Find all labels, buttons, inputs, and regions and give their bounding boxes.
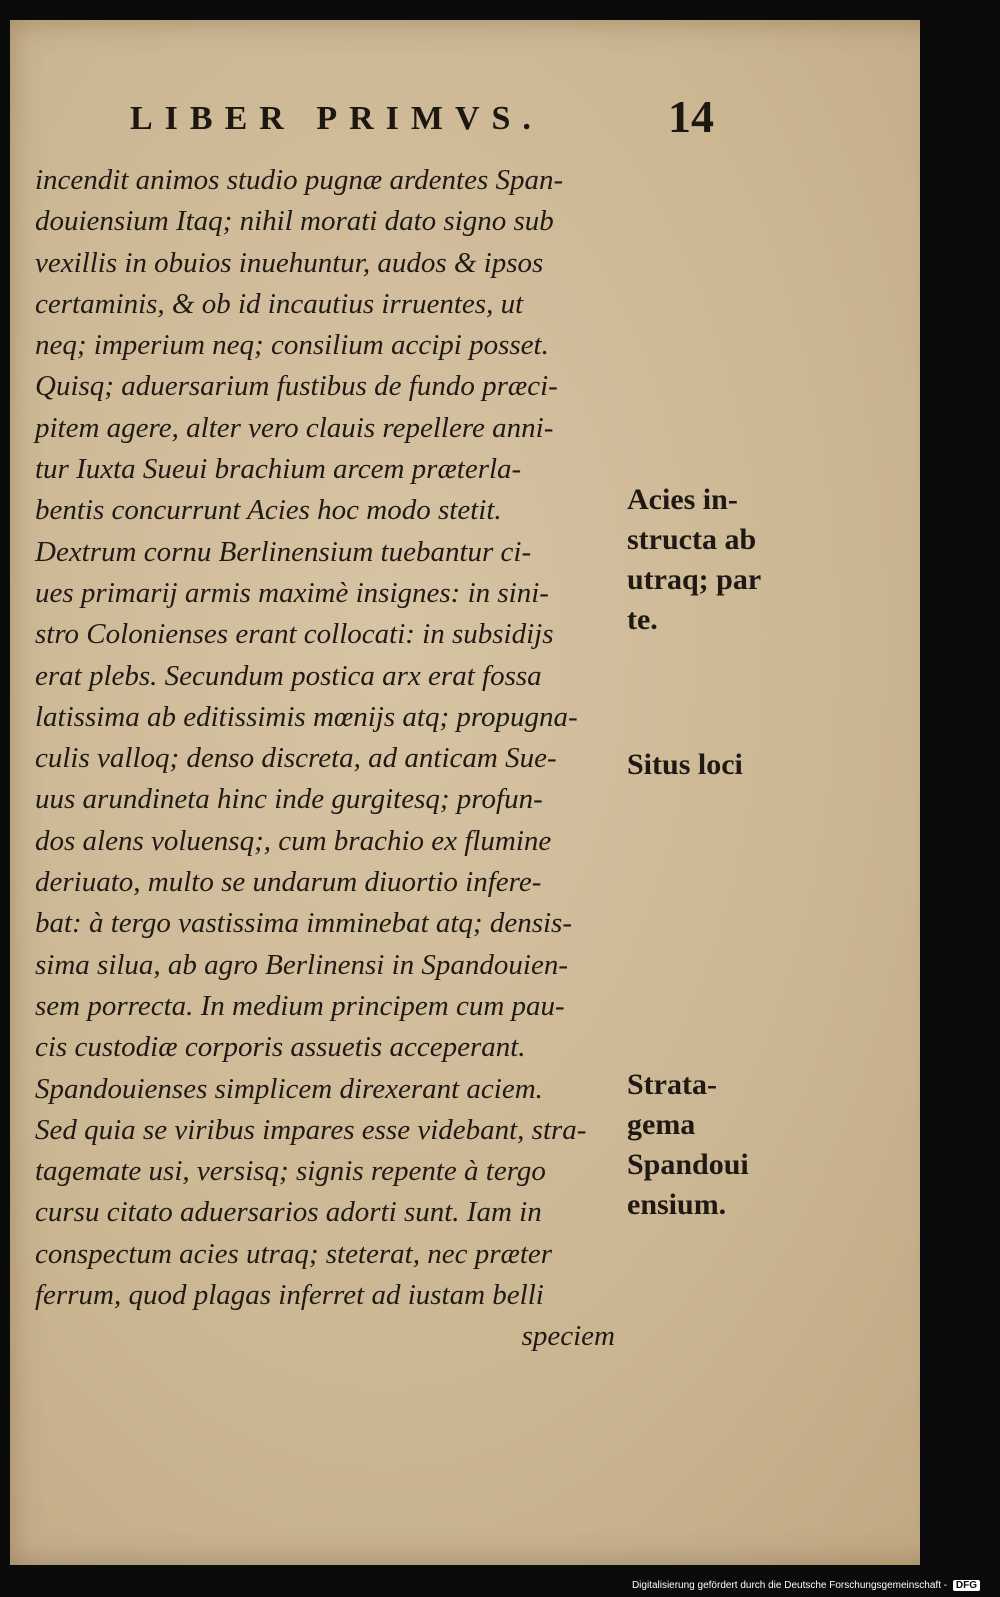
running-title: LIBER PRIMVS. (130, 100, 543, 137)
body-line: Quisq; aduersarium fustibus de fundo præci- (35, 370, 558, 403)
body-line: certaminis, & ob id incautius irruentes, ut (35, 287, 524, 320)
body-line: bat: à tergo vastissima imminebat atq; densis- (35, 907, 572, 940)
dfg-logo: DFG (953, 1580, 980, 1591)
margin-note-line: Strata- (627, 1068, 717, 1101)
margin-note-situs (627, 745, 827, 785)
page-edge-shadow (920, 20, 950, 1565)
body-line: cis custodiæ corporis assuetis acceperant. (35, 1031, 526, 1064)
digitization-credit (632, 1580, 980, 1591)
body-line: uus arundineta hinc inde gurgitesq; profun- (35, 783, 543, 816)
body-line: Dextrum cornu Berlinensium tuebantur ci- (35, 535, 532, 568)
body-line: sem porrecta. In medium principem cum pau- (35, 989, 565, 1022)
body-line: pitem agere, alter vero clauis repellere anni- (35, 411, 554, 444)
body-line: tur Iuxta Sueui brachium arcem præterla- (35, 453, 522, 486)
body-line: ues primarij armis maximè insignes: in sini- (35, 576, 549, 609)
margin-note-strata (627, 1065, 827, 1225)
margin-note-line: gema (627, 1108, 696, 1141)
margin-note-line: ensium. (627, 1188, 727, 1221)
body-line: tagemate usi, versisq; signis repente à tergo (35, 1155, 546, 1188)
body-line: conspectum acies utraq; steterat, nec præter (35, 1237, 553, 1270)
body-line: culis valloq; denso discreta, ad anticam Sue- (35, 742, 557, 775)
body-line: latissima ab editissimis mœnijs atq; propugna- (35, 700, 578, 733)
credit-text: Digitalisierung gefördert durch die Deutsche Forschungsgemeinschaft - (631, 1580, 948, 1591)
margin-note-acies (627, 480, 827, 640)
margin-note-line: structa ab (627, 523, 757, 556)
body-line: cursu citato aduersarios adorti sunt. Iam in (35, 1196, 542, 1229)
body-line: deriuato, multo se undarum diuortio infere- (35, 866, 542, 899)
body-line: stro Colonienses erant collocati: in subsidijs (35, 618, 554, 651)
body-text (35, 160, 635, 1358)
body-line: dos alens voluensq;, cum brachio ex flumine (35, 824, 552, 857)
body-line: vexillis in obuios inuehuntur, audos & ipsos (35, 246, 544, 279)
body-line: neq; imperium neq; consilium accipi posset. (35, 329, 549, 362)
body-line: Sed quia se viribus impares esse videbant, stra- (35, 1113, 587, 1146)
body-line: sima silua, ab agro Berlinensi in Spandouien- (35, 948, 568, 981)
body-line: speciem (521, 1320, 615, 1353)
margin-note-line: Situs loci (627, 748, 743, 781)
body-line: ferrum, quod plagas inferret ad iustam belli (35, 1279, 544, 1312)
margin-note-line: Acies in- (627, 483, 738, 516)
body-line: douiensium Itaq; nihil morati dato signo sub (35, 205, 554, 238)
body-line: incendit animos studio pugnæ ardentes Span- (35, 164, 564, 196)
margin-note-line: te. (627, 603, 658, 636)
body-line: bentis concurrunt Acies hoc modo stetit. (35, 494, 502, 527)
body-line: Spandouienses simplicem direxerant aciem. (35, 1072, 543, 1105)
margin-note-line: utraq; par (627, 563, 762, 596)
body-line: erat plebs. Secundum postica arx erat fossa (35, 659, 542, 692)
margin-note-line: Spandoui (627, 1148, 749, 1181)
page-number: 14 (668, 91, 714, 142)
